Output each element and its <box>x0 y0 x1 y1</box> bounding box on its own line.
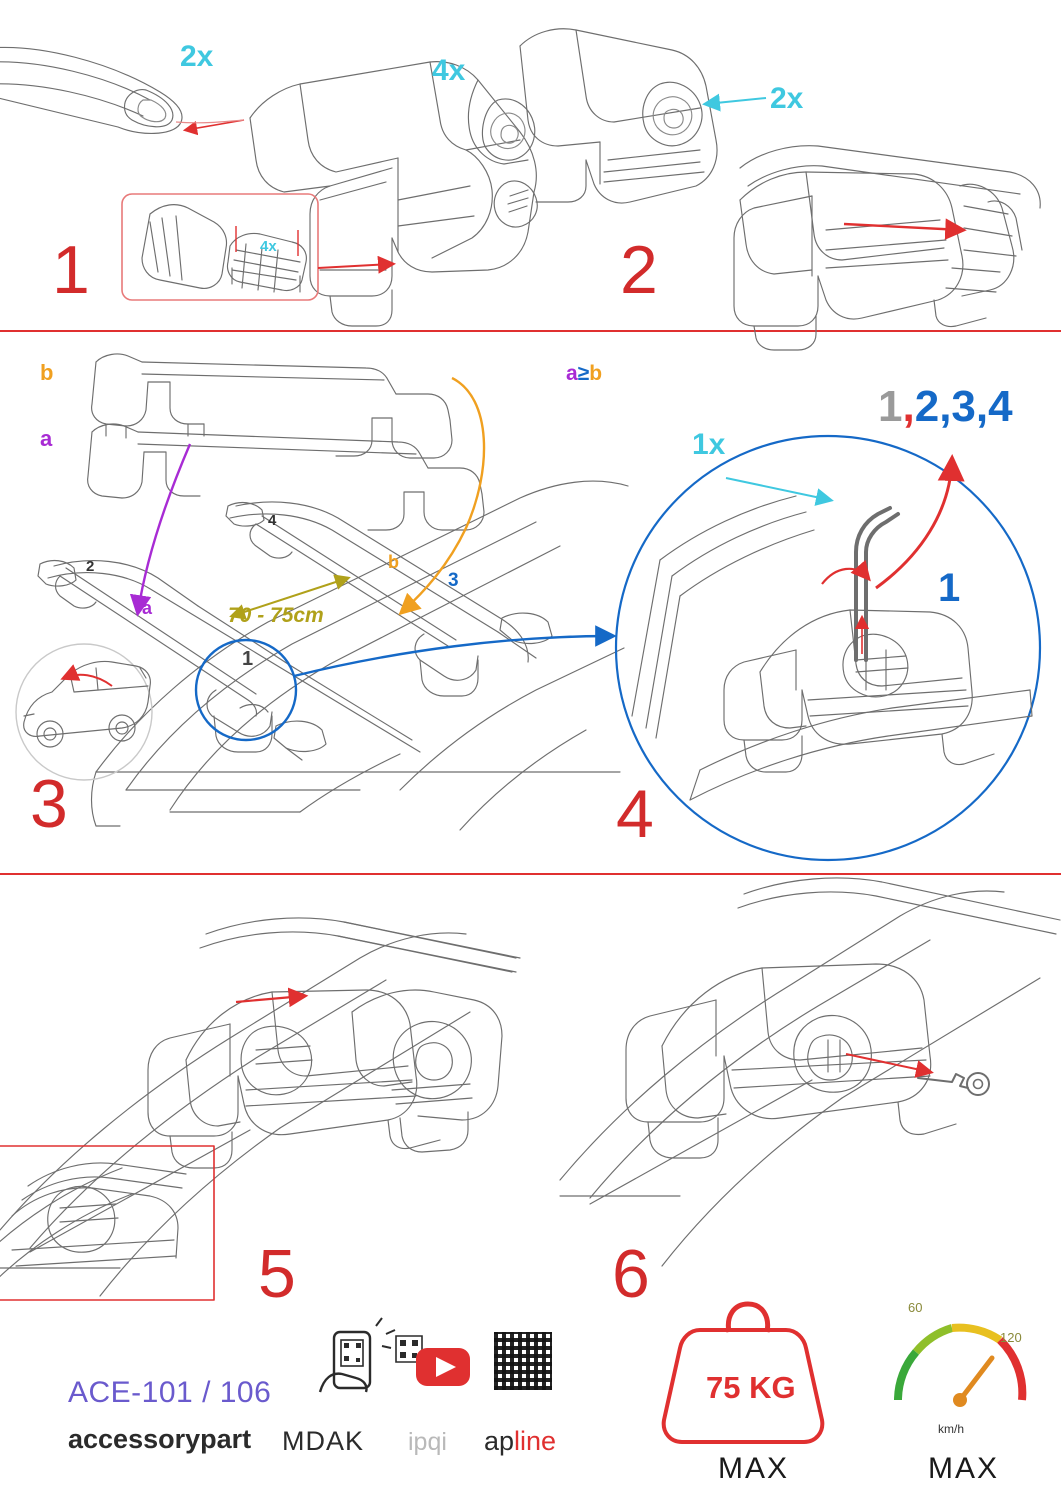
speed-tick-low: 60 <box>908 1300 923 1315</box>
qty-label-2x-bar: 2x <box>180 40 214 73</box>
product-code-text: ACE-101 / 106 <box>68 1376 272 1409</box>
mount-point-1: 1 <box>242 648 254 670</box>
max-speed-label: MAX <box>928 1452 1000 1485</box>
step-number-2: 2 <box>620 232 658 308</box>
brand-part-text: part <box>200 1424 252 1454</box>
step-number-1: 1 <box>52 232 90 308</box>
qty-label-1x-tool: 1x <box>692 428 726 461</box>
detail-callout-1: 1 <box>938 566 961 610</box>
label-position-a: a <box>142 598 153 618</box>
logo-mdak: MDAK <box>282 1426 365 1456</box>
step-number-4: 4 <box>616 776 654 852</box>
speed-unit-label: km/h <box>938 1422 965 1436</box>
tighten-sequence: 1,2,3,4 <box>878 382 1013 431</box>
logo-apline <box>484 1426 556 1457</box>
label-bar-b: b <box>40 360 54 385</box>
brand-accessorypart <box>68 1424 251 1455</box>
step-number-3: 3 <box>30 766 68 842</box>
mount-point-4: 4 <box>268 512 277 529</box>
logo-apline-line: line <box>514 1426 557 1456</box>
max-load-value: 75 KG <box>706 1370 796 1405</box>
speed-tick-high: 120 <box>1000 1330 1022 1345</box>
product-code <box>68 1376 271 1410</box>
step-number-5: 5 <box>258 1236 296 1312</box>
logo-apline-ap: ap <box>484 1426 515 1456</box>
condition-a-ge-b: a≥b <box>566 362 603 385</box>
qr-code <box>494 1332 552 1390</box>
dimension-label: 70 - 75cm <box>228 604 324 627</box>
max-load-label: MAX <box>718 1452 790 1485</box>
logo-ipqi: ipqi <box>408 1428 447 1456</box>
label-bar-a: a <box>40 426 53 451</box>
brand-accessory-text: accessory <box>68 1424 201 1454</box>
mount-point-2: 2 <box>86 558 95 575</box>
step-number-6: 6 <box>612 1236 650 1312</box>
section-divider-1 <box>0 330 1061 332</box>
qty-label-4x-inset: 4x <box>260 238 277 255</box>
label-position-b: b <box>388 552 399 572</box>
section-divider-2 <box>0 873 1061 875</box>
mount-point-3: 3 <box>448 570 459 591</box>
qty-label-4x-foot: 4x <box>432 54 466 87</box>
qty-label-2x-lock: 2x <box>770 82 804 115</box>
